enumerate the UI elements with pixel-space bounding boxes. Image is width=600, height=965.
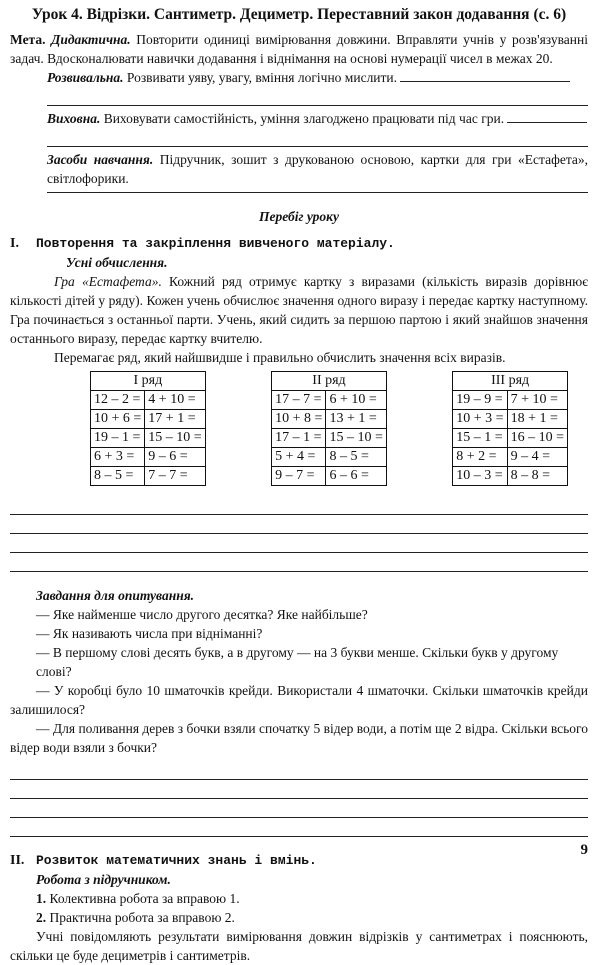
materials-label: Засоби навчання.: [47, 152, 154, 167]
expression-cell: 15 – 10 =: [145, 429, 205, 448]
answer-line: [47, 87, 588, 106]
answer-lines: [10, 496, 588, 572]
expression-cell: 6 + 10 =: [326, 391, 386, 410]
expression-cell: 6 + 3 =: [91, 448, 145, 467]
expression-cell: 17 – 7 =: [272, 391, 326, 410]
expression-cell: 10 + 6 =: [91, 410, 145, 429]
survey-question: — Для поливання дерев з бочки взяли спочатку 5 відер води, а потім ще 2 відра. Скільки всього відер води взяли з бочки?: [10, 721, 588, 755]
lesson-page: [10, 6, 588, 965]
expression-cell: 15 – 10 =: [326, 429, 386, 448]
section-2-number: II.: [10, 853, 25, 868]
expression-cell: 15 – 1 =: [453, 429, 507, 448]
answer-line: [10, 761, 588, 780]
expression-cell: 19 – 9 =: [453, 391, 507, 410]
educational-label: Виховна.: [47, 111, 101, 126]
card-row: [91, 448, 206, 467]
item-text: Колективна робота за вправою 1.: [49, 891, 240, 906]
expression-cell: 18 + 1 =: [507, 410, 567, 429]
expression-cell: 6 – 6 =: [326, 467, 386, 486]
goal-educational: [10, 109, 588, 128]
card-row: [453, 429, 568, 448]
expression-cell: 17 – 1 =: [272, 429, 326, 448]
card-header: II ряд: [272, 372, 387, 391]
card-row: [272, 467, 387, 486]
section-2-title: Розвиток математичних знань і вмінь.: [36, 853, 317, 868]
answer-line: [10, 515, 588, 534]
expression-cell: 8 – 5 =: [326, 448, 386, 467]
expression-cell: 9 – 6 =: [145, 448, 205, 467]
answer-line: [10, 799, 588, 818]
developing-label: Розвивальна.: [47, 70, 124, 85]
educational-text: Виховувати самостійність, уміння злагоджено працювати під час гри.: [103, 111, 505, 126]
card-row: [272, 410, 387, 429]
progress-heading: Перебіг уроку: [258, 209, 340, 224]
survey-question: — У коробці було 10 шматочків крейди. Використали 4 шматочки. Скільки шматочків крейди залишилося?: [10, 683, 588, 717]
section-2-subtitle: Робота з підручником.: [36, 872, 171, 887]
card-row: [91, 429, 206, 448]
survey-question: — Яке найменше число другого десятка? Яке найбільше?: [36, 607, 368, 622]
expression-cell: 10 + 8 =: [272, 410, 326, 429]
card-row: [91, 391, 206, 410]
survey-heading: Завдання для опитування.: [36, 588, 195, 603]
card-row: [453, 391, 568, 410]
card-row: [272, 429, 387, 448]
page-number: 9: [580, 842, 588, 858]
section-1-title: Повторення та закріплення вивченого матеріалу.: [36, 236, 395, 251]
expression-cell: 9 – 4 =: [507, 448, 567, 467]
card-header: III ряд: [453, 372, 568, 391]
game-label: Гра «Естафета».: [54, 274, 162, 289]
answer-line: [10, 780, 588, 799]
survey-question: — В першому слові десять букв, а в другому — на 3 букви менше. Скільки букв у другому слові?: [36, 645, 559, 679]
goal-developing: [10, 68, 588, 87]
answer-lines: [10, 761, 588, 837]
answer-line: [10, 534, 588, 553]
expression-cell: 8 – 5 =: [91, 467, 145, 486]
relay-card: [90, 371, 206, 486]
section-1-number: I.: [10, 236, 19, 251]
goal-label: Мета.: [10, 32, 46, 47]
card-row: [272, 391, 387, 410]
expression-cell: 12 – 2 =: [91, 391, 145, 410]
card-row: [272, 448, 387, 467]
goal-didactic: [10, 30, 588, 68]
card-row: [453, 467, 568, 486]
section-2-final-text: Учні повідомляють результати вимірювання довжин відрізків у сантиметрах і пояснюють, скільки це буде дециметрів і сантиметрів.: [10, 929, 588, 963]
relay-card: [271, 371, 387, 486]
expression-cell: 5 + 4 =: [272, 448, 326, 467]
expression-cell: 19 – 1 =: [91, 429, 145, 448]
didactic-label: Дидактична.: [51, 32, 131, 47]
expression-cell: 8 – 8 =: [507, 467, 567, 486]
card-row: [91, 410, 206, 429]
developing-text: Розвивати уяву, увагу, вміння логічно мислити.: [126, 70, 398, 85]
section-1-subtitle: Усні обчислення.: [66, 255, 168, 270]
expression-cell: 10 – 3 =: [453, 467, 507, 486]
item-number: 1.: [36, 891, 47, 906]
answer-line: [10, 496, 588, 515]
relay-card: [452, 371, 568, 486]
expression-cell: 4 + 10 =: [145, 391, 205, 410]
answer-line: [47, 188, 588, 193]
card-row: [453, 410, 568, 429]
expression-cell: 16 – 10 =: [507, 429, 567, 448]
item-text: Практична робота за вправою 2.: [49, 910, 235, 925]
section-2-heading: [10, 851, 588, 870]
item-number: 2.: [36, 910, 47, 925]
card-row: [453, 448, 568, 467]
survey-question: — Як називають числа при відніманні?: [36, 626, 263, 641]
winner-text: Перемагає ряд, який найшвидше і правильно обчислить значення всіх виразів.: [54, 350, 506, 365]
materials: [10, 150, 588, 188]
answer-line: [507, 111, 587, 123]
expression-cell: 9 – 7 =: [272, 467, 326, 486]
game-text: Кожний ряд отримує картку з виразами (кількість виразів дорівнює кількості дітей у ряду). Кожен учень обчислює значення одного виразу і передає картку наступному. Гра починається з останньої парти. Учень, який сидить за першою партою і який знайшов значення останнього виразу, передає картку вчителю.: [10, 274, 589, 346]
expression-cell: 13 + 1 =: [326, 410, 386, 429]
relay-cards: [10, 371, 588, 486]
section-2-item: [10, 908, 588, 927]
lesson-title: Урок 4. Відрізки. Сантиметр. Дециметр. Переставний закон додавання (с. 6): [31, 6, 567, 23]
answer-line: [10, 818, 588, 837]
didactic-text: Повторити одиниці вимірювання довжини. Вправляти учнів у розв'язуванні задач. Вдосконалювати навички додавання і віднімання на основі нумерації чисел в межах 20.: [10, 32, 588, 66]
card-row: [91, 467, 206, 486]
card-header: I ряд: [91, 372, 206, 391]
answer-line: [10, 553, 588, 572]
expression-cell: 7 – 7 =: [145, 467, 205, 486]
materials-text: Підручник, зошит з друкованою основою, картки для гри «Естафета», світлофорики.: [47, 152, 589, 186]
section-2-item: [10, 889, 588, 908]
answer-line: [47, 128, 588, 147]
expression-cell: 10 + 3 =: [453, 410, 507, 429]
answer-line: [400, 70, 570, 82]
game-description: [10, 272, 588, 348]
expression-cell: 7 + 10 =: [507, 391, 567, 410]
expression-cell: 17 + 1 =: [145, 410, 205, 429]
expression-cell: 8 + 2 =: [453, 448, 507, 467]
section-1-heading: [10, 234, 588, 253]
